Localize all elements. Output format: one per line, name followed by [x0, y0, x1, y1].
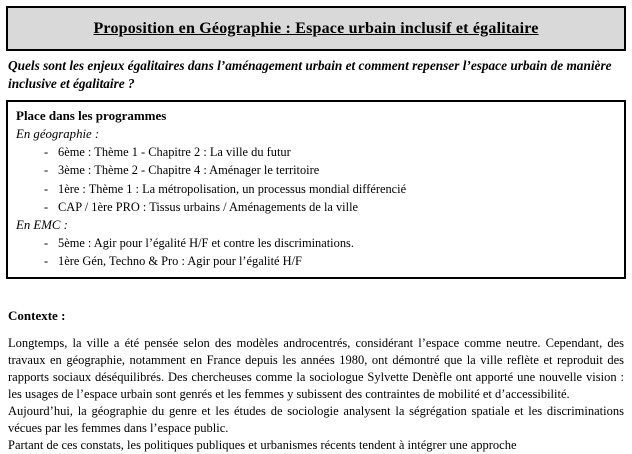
- dash-bullet: -: [44, 254, 49, 269]
- document-title: Proposition en Géographie : Espace urbain inclusif et égalitaire: [93, 20, 539, 37]
- dash-bullet: -: [44, 236, 49, 251]
- title-banner: [6, 6, 626, 51]
- list-item: [16, 252, 614, 270]
- list-item: [16, 180, 614, 198]
- list-item: [16, 234, 614, 252]
- dash-bullet: -: [44, 199, 49, 214]
- emc-section-label: En EMC :: [16, 218, 68, 233]
- dash-bullet: -: [44, 181, 49, 196]
- list-item: [16, 161, 614, 179]
- geography-section-label: En géographie :: [16, 127, 100, 141]
- context-paragraph: Partant de ces constats, les politiques publiques et urbanismes récents tendent à intégrer une approche: [8, 437, 517, 452]
- context-paragraph: Longtemps, la ville a été pensée selon des modèles androcentrés, considérant l’espace comme neutre. Cependant, des travaux en géographie, notamment en France depuis les années 1980, ont démontré que la ville reflète et reproduit des rapports sociaux déséquilibrés. Des chercheuses comme la sociologue Sylvette Denèfle ont apporté une nouvelle vision : les usages de l’espace urbain sont genrés et les femmes y subissent des contraintes de mobilité et d’accessibilité.: [8, 335, 624, 401]
- context-section: [6, 308, 626, 454]
- list-item: [16, 143, 614, 161]
- list-item-text: CAP / 1ère PRO : Tissus urbains / Aménagements de la ville: [58, 199, 359, 214]
- dash-bullet: -: [44, 163, 49, 178]
- context-paragraph: Aujourd’hui, la géographie du genre et les études de sociologie analysent la ségrégation spatiale et les discriminations vécues par les femmes dans l’espace public.: [8, 403, 624, 435]
- list-item: [16, 198, 614, 216]
- list-item-text: 1ère : Thème 1 : La métropolisation, un processus mondial différencié: [58, 181, 407, 196]
- geography-program-list: [16, 143, 614, 216]
- programs-heading: Place dans les programmes: [16, 108, 167, 123]
- programs-box: [6, 100, 626, 279]
- emc-program-list: [16, 234, 614, 271]
- guiding-question: Quels sont les enjeux égalitaires dans l’aménagement urbain et comment repenser l’espace urbain de manière inclusive et égalitaire ?: [8, 58, 612, 91]
- list-item-text: 1ère Gén, Techno & Pro : Agir pour l’égalité H/F: [58, 254, 302, 269]
- list-item-text: 3ème : Thème 2 - Chapitre 4 : Aménager le territoire: [58, 163, 320, 178]
- context-heading: Contexte :: [8, 307, 66, 323]
- list-item-text: 5ème : Agir pour l’égalité H/F et contre les discriminations.: [58, 236, 354, 251]
- list-item-text: 6ème : Thème 1 - Chapitre 2 : La ville du futur: [58, 145, 291, 159]
- dash-bullet: -: [44, 145, 49, 159]
